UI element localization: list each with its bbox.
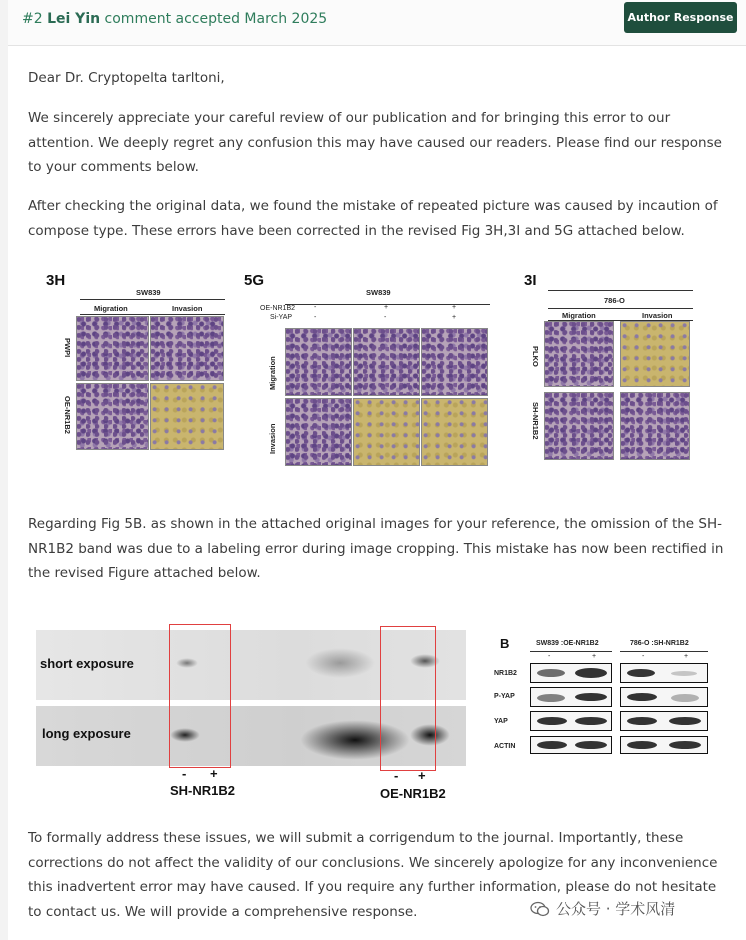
blot-panel — [620, 687, 708, 707]
row-label: NR1B2 — [494, 670, 517, 677]
figure-3h — [40, 268, 230, 468]
figure-3i-label: 3I — [524, 272, 537, 289]
row-label: YAP — [494, 718, 508, 725]
figure-5b — [490, 630, 720, 770]
highlight-box-oe — [380, 626, 436, 771]
paragraph-2: After checking the original data, we found the mistake of repeated picture was caused by incaution of compose type. These errors have been corrected in the revised Fig 3H,3I and 5G attached below. — [28, 198, 718, 239]
figure-3i-cell-line: 786-O — [604, 296, 625, 305]
figure-5b-group1: SW839 :OE-NR1B2 — [536, 640, 599, 647]
figure-3h-col1: Migration — [94, 304, 128, 313]
wechat-icon — [530, 901, 550, 917]
plus-sign: + — [684, 653, 689, 660]
micrograph-tile — [544, 321, 614, 387]
sh-nr1b2-label: SH-NR1B2 — [170, 783, 236, 798]
micrograph-tile — [150, 383, 224, 450]
figure-5g-row-si: Si-YAP — [270, 314, 293, 321]
paragraph-4: To formally address these issues, we will submit a corrigendum to the journal. Importantly, these corrections do not affect the validity of our conclusions. We sincerely apologize for any inconvenience this inadvertent error may have caused. If you require any further information, please do not hesitate to contact us. We will provide a comprehensive response. — [28, 830, 718, 920]
minus-sign: - — [548, 653, 551, 660]
sign: - — [314, 304, 317, 311]
comment-title — [22, 11, 327, 27]
comment-status: comment accepted March 2025 — [104, 11, 328, 27]
micrograph-tile — [421, 328, 488, 396]
sign: - — [384, 314, 387, 321]
figure-3i — [520, 268, 700, 468]
figure-3h-row2: OE-NR1B2 — [63, 396, 72, 434]
figure-3i-row1: PLKO — [531, 346, 540, 367]
row-label: ACTIN — [494, 743, 516, 750]
blot-panel — [620, 663, 708, 683]
author-response-button[interactable]: Author Response — [624, 2, 737, 33]
micrograph-tile — [285, 398, 352, 466]
micrograph-tile — [285, 328, 352, 396]
sign: - — [314, 314, 317, 321]
figure-3i-col2: Invasion — [642, 311, 673, 320]
micrograph-tile — [421, 398, 488, 466]
figure-5g-cell-line: SW839 — [366, 288, 391, 297]
figure-5g-row-oe: OE-NR1B2 — [260, 305, 296, 312]
short-exposure-label: short exposure — [40, 656, 134, 671]
blot-panel — [620, 711, 708, 731]
paragraph-1: We sincerely appreciate your careful review of our publication and for bringing this error to our attention. We deeply regret any confusion this may have caused our readers. Please find our response to your comments below. — [28, 110, 722, 175]
blot-panel — [530, 736, 612, 754]
figure-3h-row1: PWPI — [63, 338, 72, 358]
figure-3i-col1: Migration — [562, 311, 596, 320]
plus-sign: + — [592, 653, 597, 660]
figure-5b-label: B — [500, 636, 510, 651]
paragraph-3: Regarding Fig 5B. as shown in the attached original images for your reference, the omission of the SH-NR1B2 band was due to a labeling error during image cropping. This mistake has now been rectified in the revised Figure attached below. — [28, 516, 724, 581]
blot-panel — [530, 663, 612, 683]
greeting: Dear Dr. Cryptopelta tarltoni, — [28, 70, 225, 86]
row-label: P-YAP — [494, 693, 515, 700]
micrograph-tile — [544, 392, 614, 460]
blot-panel — [530, 711, 612, 731]
figure-3h-col2: Invasion — [172, 304, 203, 313]
micrograph-tile — [353, 398, 420, 466]
plus-sign: + — [418, 768, 426, 783]
figure-5b-group2: 786-O :SH-NR1B2 — [630, 640, 689, 647]
micrograph-tile — [620, 392, 690, 460]
comment-number: #2 — [22, 11, 43, 27]
minus-sign: - — [394, 768, 399, 783]
figure-5g — [240, 268, 500, 473]
sign: + — [452, 314, 457, 321]
figure-5g-side2: Invasion — [268, 423, 277, 454]
blot-panel — [620, 736, 708, 754]
plus-sign: + — [210, 766, 218, 781]
micrograph-tile — [353, 328, 420, 396]
highlight-box-sh — [169, 624, 231, 768]
figure-5g-label: 5G — [244, 272, 265, 289]
long-exposure-label: long exposure — [42, 726, 131, 741]
figure-3h-cell-line: SW839 — [136, 288, 161, 297]
micrograph-tile — [76, 383, 149, 450]
minus-sign: - — [642, 653, 645, 660]
left-stripe — [0, 0, 8, 940]
micrograph-tile — [620, 321, 690, 387]
original-blot-image — [30, 620, 470, 810]
blot-panel — [530, 687, 612, 707]
sign: + — [452, 304, 457, 311]
figure-3i-row2: SH-NR1B2 — [531, 402, 540, 440]
figure-3h-label: 3H — [46, 272, 66, 289]
sign: + — [384, 304, 389, 311]
comment-header — [0, 0, 746, 46]
comment-author[interactable]: Lei Yin — [47, 11, 101, 27]
figure-5g-side1: Migration — [268, 356, 277, 390]
minus-sign: - — [182, 766, 187, 781]
micrograph-tile — [150, 316, 224, 381]
watermark-text: 公众号 · 学术风清 — [556, 900, 676, 918]
wechat-watermark — [530, 898, 675, 919]
oe-nr1b2-label: OE-NR1B2 — [380, 786, 446, 801]
micrograph-tile — [76, 316, 149, 381]
